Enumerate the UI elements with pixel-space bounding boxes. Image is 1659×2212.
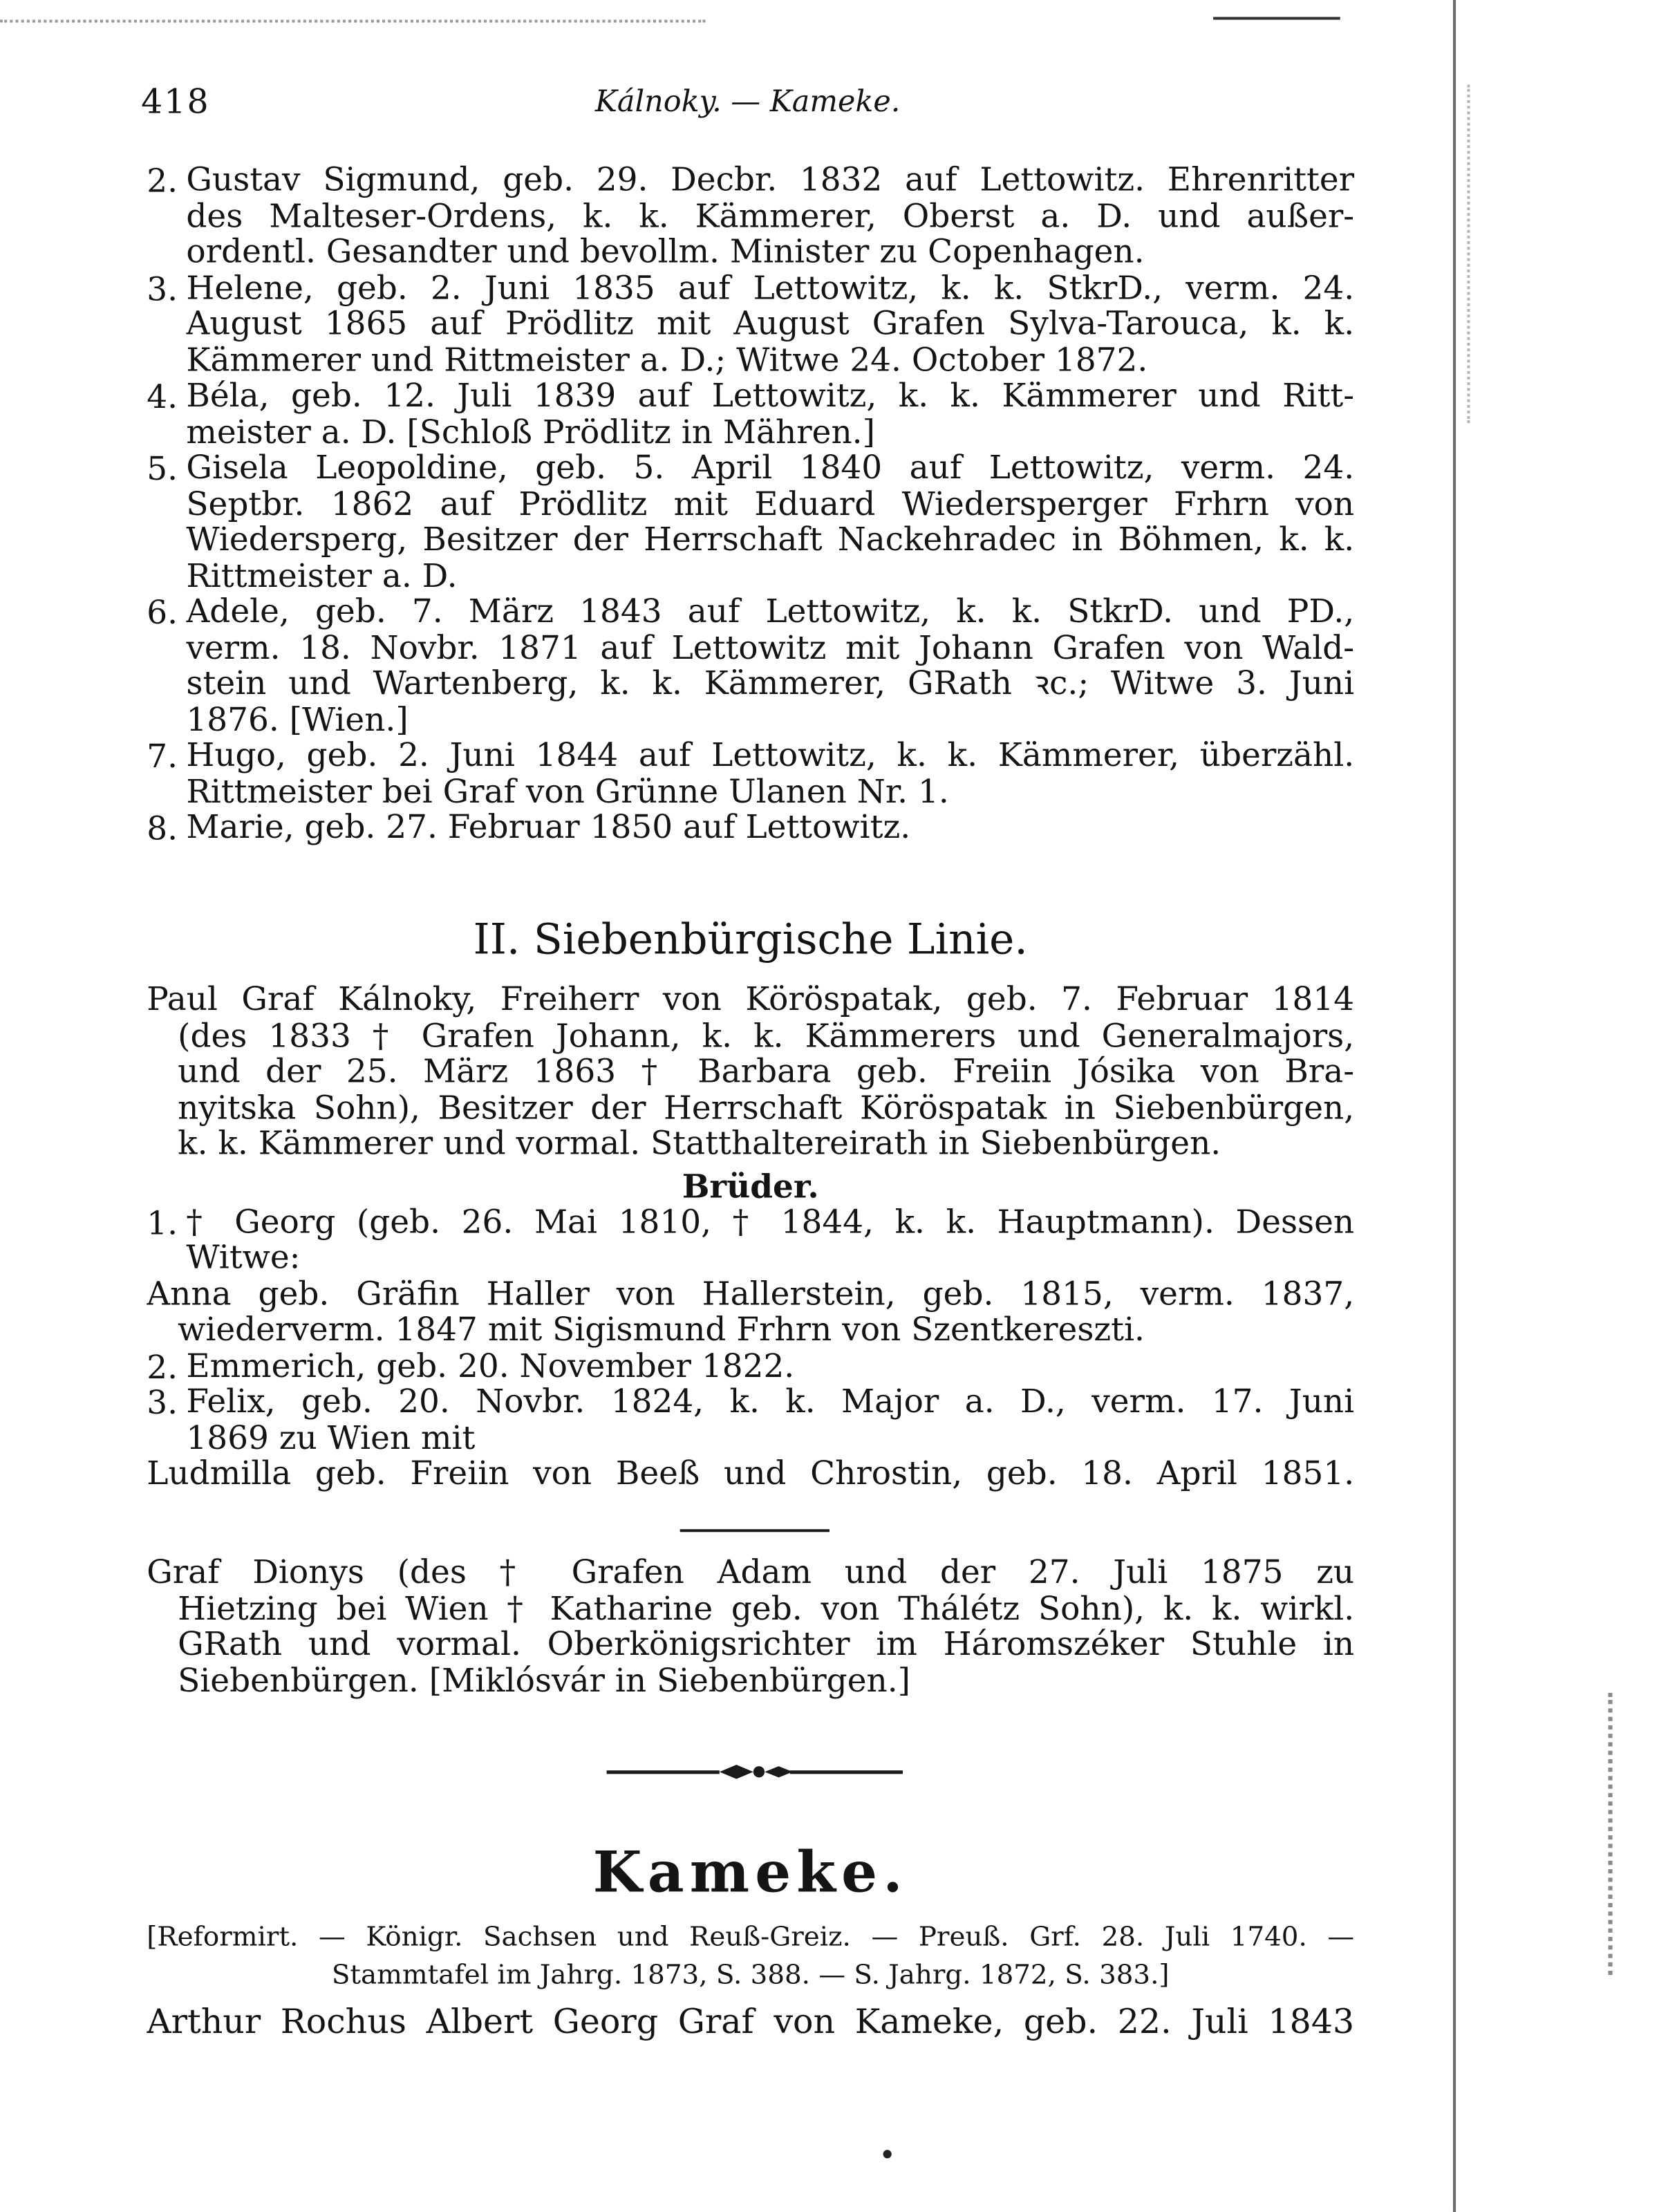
text-line: GRath und vormal. Oberkönigsrichter im Háromszéker Stuhle in [178,1628,1355,1664]
item-number: 4. [147,379,178,417]
text-line: Paul Graf Kálnoky, Freiherr von Köröspatak, geb. 7. Februar 1814 [147,983,1355,1019]
item-number: 6. [147,595,178,632]
text-line: Anna geb. Gräfin Haller von Hallerstein, geb. 1815, verm. 1837, [147,1277,1355,1313]
text-line: des Malteser-Ordens, k. k. Kämmerer, Oberst a. D. und außer- [186,199,1355,235]
item-number: 2. [147,163,178,200]
text-line: Kämmerer und Rittmeister a. D.; Witwe 24. October 1872. [186,343,1148,379]
text-line: Felix, geb. 20. Novbr. 1824, k. k. Major a. D., verm. 17. Juni [186,1385,1355,1421]
divider-rule [680,1529,830,1532]
text-line: Ludmilla geb. Freiin von Beeß und Chrostin, geb. 18. April 1851. [147,1457,1355,1493]
children-list [147,164,1354,883]
text-line: 1876. [Wien.] [186,703,409,739]
text-line: verm. 18. Novbr. 1871 auf Lettowitz mit Johann Grafen von Wald- [186,631,1355,667]
text-line: Siebenbürgen. [Miklósvár in Siebenbürgen.] [178,1664,910,1700]
text-line: Arthur Rochus Albert Georg Graf von Kameke, geb. 22. Juli 1843 [147,2001,1355,2042]
text-line: Helene, geb. 2. Juni 1835 auf Lettowitz, k. k. StkrD., verm. 24. [186,271,1355,307]
ornament-divider [607,1761,903,1783]
text-line: [Reformirt. — Königr. Sachsen und Reuß-Greiz. — Preuß. Grf. 28. Juli 1740. — [147,1921,1355,1953]
list-item [147,739,1354,811]
brothers-heading: Brüder. [682,1169,819,1206]
list-item [147,1206,1354,1277]
text-line: k. k. Kämmerer und vormal. Statthaltereirath in Siebenbürgen. [178,1127,1221,1163]
list-item [147,379,1354,451]
stray-dot [883,2150,892,2158]
item-number: 8. [147,811,178,848]
arthur-entry [147,2000,1354,2043]
item-number: 3. [147,271,178,308]
dionys-entry [147,1556,1354,1703]
section-heading: II. Siebenbürgische Linie. [473,915,1028,965]
scan-edge-line-right [1453,0,1456,2212]
scan-edge-noise-right-lower [1609,1693,1621,1975]
text-line: Septbr. 1862 auf Prödlitz mit Eduard Wiedersperger Frhrn von [186,487,1355,523]
brothers-list [147,1170,1354,1522]
item-number: 2. [147,1349,178,1387]
page-header [141,82,1354,132]
text-line: wiederverm. 1847 mit Sigismund Frhrn von Szentkereszti. [178,1313,1145,1349]
text-line: ordentl. Gesandter und bevollm. Minister zu Copenhagen. [186,235,1145,271]
running-title: Kálnoky. — Kameke. [594,84,901,119]
text-line: Rittmeister a. D. [186,559,458,595]
item-number: 3. [147,1385,178,1423]
text-line: Adele, geb. 7. März 1843 auf Lettowitz, k. k. StkrD. und PD., [186,595,1355,631]
list-item [147,1457,1354,1493]
page-number: 418 [141,82,210,122]
text-line: stein und Wartenberg, k. k. Kämmerer, GRath ꝛc.; Witwe 3. Juni [186,667,1355,703]
family-note [147,1918,1354,1994]
text-line: Hietzing bei Wien † Katharine geb. von Thálétz Sohn), k. k. wirkl. [178,1592,1355,1628]
list-item [147,595,1354,739]
scan-edge-noise-right [1467,84,1540,423]
text-line: 1869 zu Wien mit [186,1421,476,1457]
text-line: Stammtafel im Jahrg. 1873, S. 388. — S. Jahrg. 1872, S. 383.] [331,1959,1170,1991]
text-line: Marie, geb. 27. Februar 1850 auf Lettowitz. [186,811,911,847]
text-line: Graf Dionys (des † Grafen Adam und der 27. Juli 1875 zu [147,1556,1355,1592]
text-line: Gustav Sigmund, geb. 29. Decbr. 1832 auf Lettowitz. Ehrenritter [186,163,1355,199]
paul-entry [147,983,1354,1166]
list-item [147,1385,1354,1457]
ornament-icon [607,1761,903,1783]
list-item [147,451,1354,595]
item-number: 1. [147,1205,178,1242]
list-item [147,164,1354,272]
text-line: Hugo, geb. 2. Juni 1844 auf Lettowitz, k. k. Kämmerer, überzähl. [186,739,1355,775]
text-line: Béla, geb. 12. Juli 1839 auf Lettowitz, k. k. Kämmerer und Ritt- [186,379,1355,415]
text-line: (des 1833 † Grafen Johann, k. k. Kämmerers und Generalmajors, [178,1019,1355,1055]
scan-edge-dash-top [1213,17,1340,19]
text-line: Wiedersperg, Besitzer der Herrschaft Nackehradec in Böhmen, k. k. [186,523,1355,559]
list-item [147,272,1354,379]
item-number: 7. [147,739,178,776]
item-number: 5. [147,451,178,489]
text-line: August 1865 auf Prödlitz mit August Grafen Sylva-Tarouca, k. k. [186,307,1355,343]
text-line: Rittmeister bei Graf von Grünne Ulanen Nr. 1. [186,775,949,811]
list-item [147,1277,1354,1349]
text-line: nyitska Sohn), Besitzer der Herrschaft Köröspatak in Siebenbürgen, [178,1091,1355,1127]
text-line: meister a. D. [Schloß Prödlitz in Mähren.] [186,415,875,451]
list-item [147,1349,1354,1385]
text-line: Witwe: [186,1241,301,1277]
scan-edge-noise-top [0,20,705,24]
text-line: Gisela Leopoldine, geb. 5. April 1840 auf Lettowitz, verm. 24. [186,451,1355,487]
text-line: † Georg (geb. 26. Mai 1810, † 1844, k. k. Hauptmann). Dessen [186,1205,1355,1241]
text-line: Emmerich, geb. 20. November 1822. [186,1349,795,1385]
family-heading: Kameke. [592,1839,908,1906]
text-line: und der 25. März 1863 † Barbara geb. Freiin Jósika von Bra- [178,1055,1355,1091]
list-item [147,811,1354,847]
